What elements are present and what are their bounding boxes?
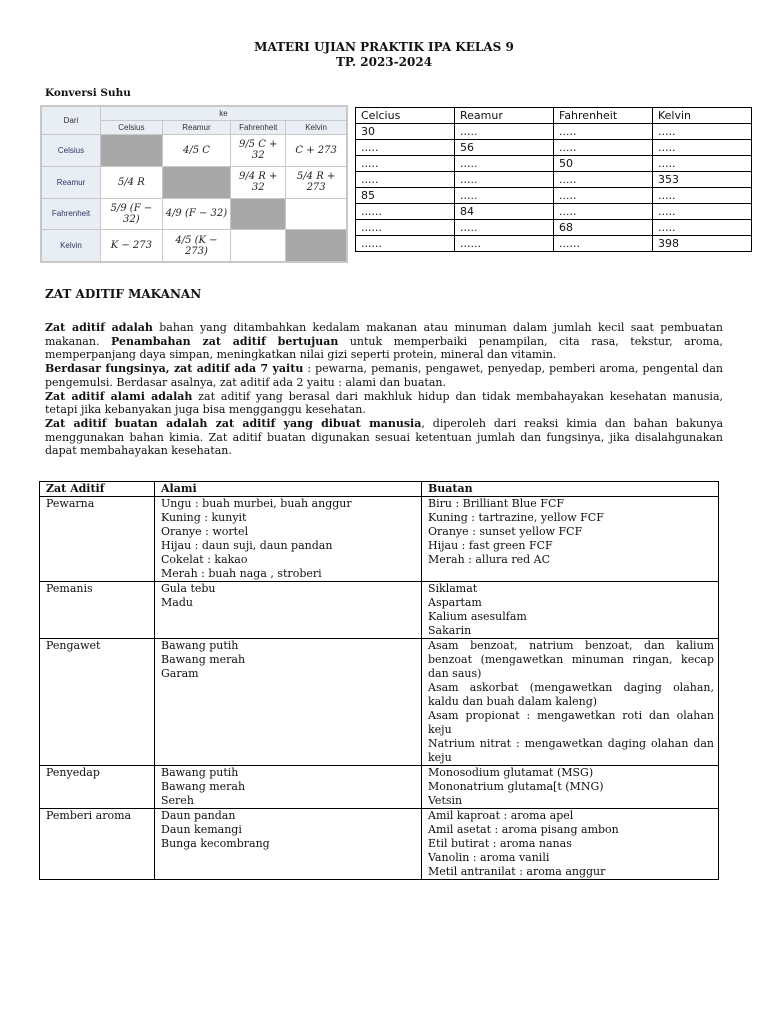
temp-cell: ..... [356, 172, 455, 188]
temp-cell: 50 [554, 156, 653, 172]
temp-cell: ...... [356, 236, 455, 252]
conv-formula: 5/4 R [101, 166, 163, 198]
paragraph-2: Berdasar fungsinya, zat aditif ada 7 yaitu : pewarna, pemanis, pengawet, penyedap, pemberi aroma, pengental dan pengemulsi. Berdasar asalnya, zat aditif ada 2 yaitu : alami dan buatan. [45, 362, 723, 389]
table-row [356, 204, 752, 220]
alami-item: Daun kemangi [161, 823, 242, 836]
conv-col-header: Reamur [162, 121, 230, 135]
buatan-item: Metil antranilat : aroma anggur [428, 865, 606, 878]
conv-row-label: Fahrenheit [42, 198, 101, 230]
temp-cell: ..... [455, 220, 554, 236]
conv-formula: 4/5 (K − 273) [162, 230, 230, 262]
buatan-item: Hijau : fast green FCF [428, 539, 553, 552]
alami-item: Bunga kecombrang [161, 837, 270, 850]
buatan-cell [422, 766, 719, 809]
conv-row-label: Reamur [42, 166, 101, 198]
conv-formula: K − 273 [101, 230, 163, 262]
temp-cell: ..... [653, 156, 752, 172]
buatan-item: Oranye : sunset yellow FCF [428, 525, 583, 538]
temp-cell: ..... [356, 156, 455, 172]
conv-formula [231, 230, 286, 262]
buatan-item: Asam propionat : mengawetkan roti dan olahan keju [428, 709, 714, 736]
alami-item: Madu [161, 596, 193, 609]
conv-formula: 9/5 C + 32 [231, 135, 286, 167]
alami-item: Sereh [161, 794, 194, 807]
conv-formula: 5/4 R + 273 [286, 166, 347, 198]
table-row [40, 639, 719, 766]
temp-cell: ..... [554, 140, 653, 156]
conv-row [42, 135, 347, 167]
conv-cell-empty [162, 166, 230, 198]
temp-cell: 84 [455, 204, 554, 220]
alami-item: Daun pandan [161, 809, 236, 822]
conv-row-label: Kelvin [42, 230, 101, 262]
alami-item: Garam [161, 667, 199, 680]
temp-cell: ...... [356, 204, 455, 220]
zat-heading: ZAT ADITIF MAKANAN [45, 287, 202, 301]
temp-cell: ..... [455, 156, 554, 172]
conv-formula: 4/9 (F − 32) [162, 198, 230, 230]
buatan-item: Amil asetat : aroma pisang ambon [428, 823, 619, 836]
temp-cell: 398 [653, 236, 752, 252]
alami-item: Bawang putih [161, 639, 239, 652]
alami-item: Kuning : kunyit [161, 511, 247, 524]
buatan-cell [422, 809, 719, 880]
table-header-buatan: Buatan [422, 482, 719, 497]
table-row [356, 140, 752, 156]
alami-item: Bawang merah [161, 653, 246, 666]
temp-header-cell: Fahrenheit [554, 108, 653, 124]
paragraph-4: Zat aditif buatan adalah zat aditif yang dibuat manusia, diperoleh dari reaksi kimia dan bahan bakunya menggunakan bahan kimia. Zat aditif buatan digunakan sesuai ketentuan jumlah dan fungsinya, jika disalahgunakan dapat membahayakan kesehatan. [45, 416, 723, 458]
buatan-item: Vanolin : aroma vanili [428, 851, 550, 864]
conv-col-header: Kelvin [286, 121, 347, 135]
buatan-cell [422, 639, 719, 766]
buatan-item: Etil butirat : aroma nanas [428, 837, 572, 850]
temp-cell: ..... [455, 188, 554, 204]
temp-cell: 353 [653, 172, 752, 188]
table-row [40, 766, 719, 809]
buatan-item: Siklamat [428, 582, 478, 595]
temp-cell: 85 [356, 188, 455, 204]
temp-cell: 68 [554, 220, 653, 236]
buatan-item: Natrium nitrat : mengawetkan daging olahan dan keju [428, 737, 714, 764]
paragraph-1: Zat aditif adalah bahan yang ditambahkan kedalam makanan atau minuman dalam jumlah kecil saat pembuatan makanan. Penambahan zat aditif bertujuan untuk memperbaiki penampilan, cita rasa, tekstur, aroma, memperpanjang daya simpan, meningkatkan nilai gizi seperti protein, mineral dan vitamin. [45, 321, 724, 362]
buatan-cell [422, 582, 719, 639]
conv-row [42, 230, 347, 262]
conv-col-header: Celsius [101, 121, 163, 135]
buatan-item: Kalium asesulfam [428, 610, 527, 623]
alami-cell [155, 766, 422, 809]
table-row [356, 156, 752, 172]
conv-formula: 5/9 (F − 32) [101, 198, 163, 230]
temp-cell: ..... [554, 188, 653, 204]
temperature-table [355, 107, 752, 252]
table-header-zat: Zat Aditif [40, 482, 155, 497]
zat-name-cell: Pemanis [40, 582, 155, 639]
temp-cell: ..... [653, 124, 752, 140]
buatan-item: Vetsin [428, 794, 463, 807]
buatan-item: Sakarin [428, 624, 472, 637]
konversi-heading: Konversi Suhu [45, 87, 131, 99]
temp-cell: 30 [356, 124, 455, 140]
alami-cell [155, 582, 422, 639]
conv-formula: 9/4 R + 32 [231, 166, 286, 198]
buatan-item: Biru : Brilliant Blue FCF [428, 497, 564, 510]
zat-aditif-table [39, 481, 719, 880]
buatan-item: Asam benzoat, natrium benzoat, dan kalium benzoat (mengawetkan minuman ringan, kecap dan saus) [428, 639, 714, 680]
alami-item: Merah : buah naga , stroberi [161, 567, 322, 580]
temp-cell: ..... [455, 124, 554, 140]
doc-subtitle: TP. 2023-2024 [335, 55, 433, 69]
temp-cell: ..... [554, 124, 653, 140]
buatan-cell [422, 497, 719, 582]
doc-title: MATERI UJIAN PRAKTIK IPA KELAS 9 [254, 40, 514, 54]
alami-item: Oranye : wortel [161, 525, 249, 538]
temp-cell: ..... [455, 172, 554, 188]
temp-cell: ..... [653, 220, 752, 236]
alami-cell [155, 497, 422, 582]
temp-cell: 56 [455, 140, 554, 156]
conv-cell-empty [286, 230, 347, 262]
buatan-item: Mononatrium glutama[t (MNG) [428, 780, 604, 793]
conv-ke-label: ke [101, 107, 347, 121]
alami-item: Cokelat : kakao [161, 553, 248, 566]
temp-header-cell: Celcius [356, 108, 455, 124]
zat-paragraphs [45, 321, 723, 458]
temp-cell: ..... [653, 204, 752, 220]
conv-cell-empty [231, 198, 286, 230]
alami-item: Gula tebu [161, 582, 216, 595]
temp-cell: ..... [554, 204, 653, 220]
alami-cell [155, 809, 422, 880]
alami-item: Bawang merah [161, 780, 246, 793]
conv-row-label: Celsius [42, 135, 101, 167]
conv-col-header: Fahrenheit [231, 121, 286, 135]
table-row [356, 236, 752, 252]
buatan-item: Kuning : tartrazine, yellow FCF [428, 511, 604, 524]
conv-row [42, 198, 347, 230]
table-row [356, 172, 752, 188]
table-row [356, 124, 752, 140]
alami-cell [155, 639, 422, 766]
table-header-alami: Alami [155, 482, 422, 497]
temp-cell: ...... [554, 236, 653, 252]
alami-item: Bawang putih [161, 766, 239, 779]
buatan-item: Aspartam [428, 596, 482, 609]
zat-name-cell: Pengawet [40, 639, 155, 766]
conv-formula: C + 273 [286, 135, 347, 167]
temp-cell: ..... [356, 140, 455, 156]
temp-cell: ...... [356, 220, 455, 236]
temp-header-cell: Kelvin [653, 108, 752, 124]
table-row [40, 497, 719, 582]
buatan-item: Amil kaproat : aroma apel [428, 809, 574, 822]
temp-header-cell: Reamur [455, 108, 554, 124]
zat-name-cell: Pewarna [40, 497, 155, 582]
zat-name-cell: Penyedap [40, 766, 155, 809]
conversion-image [40, 105, 348, 263]
table-row [40, 582, 719, 639]
conv-dari-label: Dari [42, 107, 101, 135]
paragraph-3: Zat aditif alami adalah zat aditif yang berasal dari makhluk hidup dan tidak membahayakan kesehatan manusia, tetapi jika kebanyakan juga bisa mengganggu kesehatan. [45, 389, 723, 417]
buatan-item: Monosodium glutamat (MSG) [428, 766, 594, 779]
temp-cell: ...... [455, 236, 554, 252]
buatan-item: Asam askorbat (mengawetkan daging olahan, kaldu dan buah dalam kaleng) [428, 681, 714, 708]
conv-formula: 4/5 C [162, 135, 230, 167]
temp-cell: ..... [653, 188, 752, 204]
table-row [356, 188, 752, 204]
table-row [356, 220, 752, 236]
buatan-item: Merah : allura red AC [428, 553, 551, 566]
temp-cell: ..... [554, 172, 653, 188]
alami-item: Hijau : daun suji, daun pandan [161, 539, 333, 552]
alami-item: Ungu : buah murbei, buah anggur [161, 497, 352, 510]
conv-formula [286, 198, 347, 230]
temp-cell: ..... [653, 140, 752, 156]
conv-cell-empty [101, 135, 163, 167]
table-row [40, 809, 719, 880]
conv-row [42, 166, 347, 198]
zat-name-cell: Pemberi aroma [40, 809, 155, 880]
